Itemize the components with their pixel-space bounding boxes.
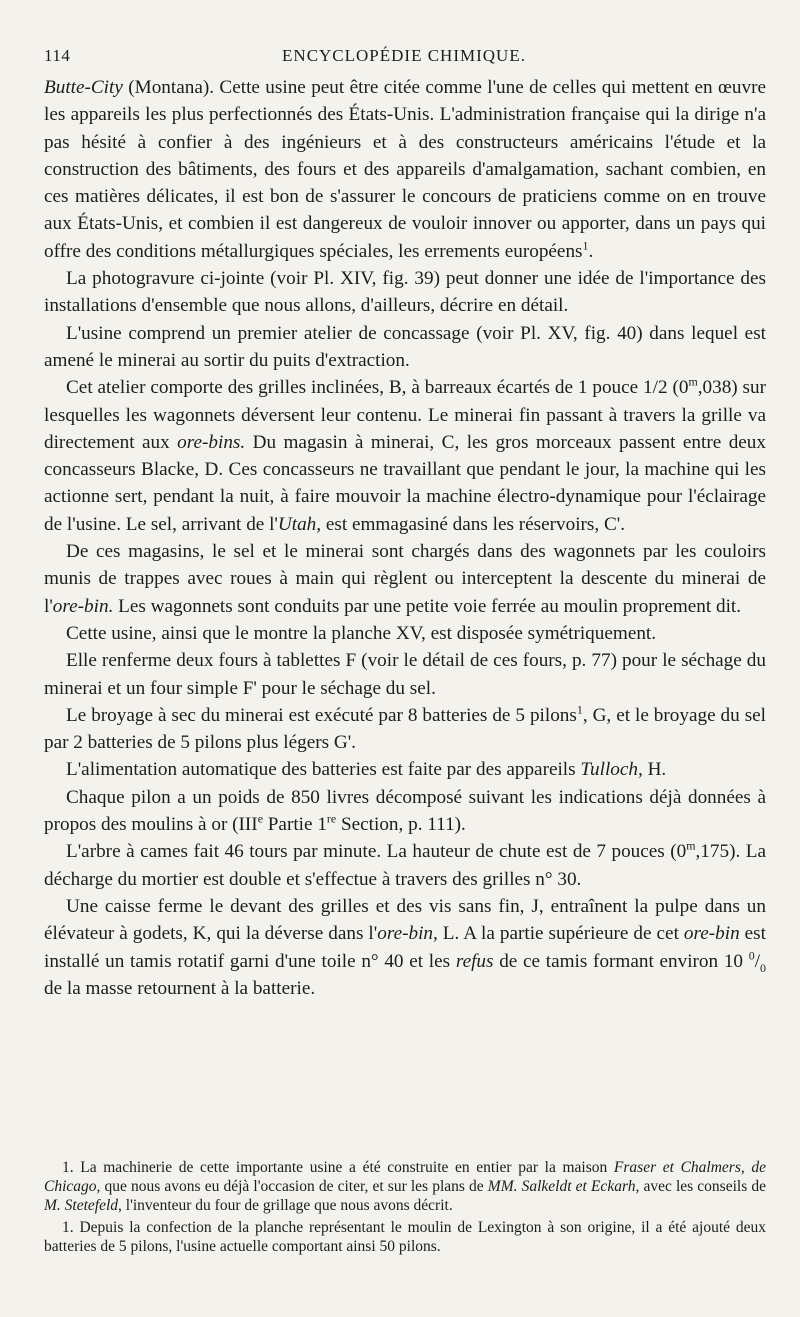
paragraph: La photogravure ci-jointe (voir Pl. XIV, fig. 39) peut donner une idée de l'importance des installations d'ensemble que nous allons, d'ailleurs, décrire en détail. [44, 268, 766, 317]
place-name: Butte-City [44, 77, 123, 98]
footnote: 1. La machinerie de cette importante usine a été construite en entier par la maison Fraser et Chalmers, de Chicago, que nous avons eu déjà l'occasion de citer, et sur les plans de MM. Salkeldt et Eckarh, avec les conseils de M. Stetefeld, l'inventeur du four de grillage que nous avons décrit. [44, 1159, 766, 1214]
paragraph: L'alimentation automatique des batteries est faite par des appareils Tulloch, H. [66, 759, 667, 781]
paragraph: Chaque pilon a un poids de 850 livres décomposé suivant les indications déjà données à propos des moulins à or (IIIe Partie 1re Section, p. 111). [44, 786, 766, 836]
main-text [44, 74, 766, 1002]
paragraph: Cet atelier comporte des grilles inclinées, B, à barreaux écartés de 1 pouce 1/2 (0$^m$,038) sur lesquelles les wagonnets déversent leur contenu. Le minerai fin passant à travers la grille va directement aux ore-bins. Du magasin à minerai, C, les gros morceaux passent entre deux concasseurs Blacke, D. Ces concasseurs ne travaillant que pendant le jour, la machine qui les actionne sert, pendant la nuit, à faire mouvoir la machine électro-dynamique pour l'éclairage de l'usine. Le sel, arrivant de l'Utah, est emmagasiné dans les réservoirs, C'. [44, 374, 767, 535]
page-header [44, 46, 764, 70]
footnote: 1. Depuis la confection de la planche représentant le moulin de Lexington à son origine, il a été ajouté deux batteries de 5 pilons, l'usine actuelle comportant ainsi 50 pilons. [44, 1219, 766, 1255]
paragraph: De ces magasins, le sel et le minerai sont chargés dans des wagonnets par les couloirs munis de trappes avec roues à main qui règlent ou interceptent la descente du minerai de l'ore-bin. Les wagonnets sont conduits par une petite voie ferrée au moulin proprement dit. [44, 541, 766, 617]
paragraph: L'arbre à cames fait 46 tours par minute. La hauteur de chute est de 7 pouces (0$^m$,175). La décharge du mortier est double et s'effectue à travers des grilles n° 30. [44, 838, 766, 890]
paragraph: Elle renferme deux fours à tablettes F (voir le détail de ces fours, p. 77) pour le séchage du minerai et un four simple F' pour le séchage du sel. [44, 650, 766, 699]
running-title: ENCYCLOPÉDIE CHIMIQUE. [282, 46, 526, 65]
footnote-ref: 1 [582, 238, 589, 253]
paragraph: Le broyage à sec du minerai est exécuté par 8 batteries de 5 pilons$^1$, G, et le broyage du sel par 2 batteries de 5 pilons plus légers G'. [44, 702, 767, 754]
paragraph: Une caisse ferme le devant des grilles et des vis sans fin, J, entraînent la pulpe dans un élévateur à godets, K, qui la déverse dans l'ore-bin, L. A la partie supérieure de cet ore-bin est installé un tamis rotatif garni d'une toile n° 40 et les refus de ce tamis formant environ 10 $^0/_0$ de la masse retournent à la batterie. [44, 895, 766, 999]
paragraph: L'usine comprend un premier atelier de concassage (voir Pl. XV, fig. 40) dans lequel est amené le minerai au sortir du puits d'extraction. [44, 322, 766, 371]
footnotes [44, 1158, 766, 1259]
paragraph: Butte-City (Montana). Cette usine peut être citée comme l'une de celles qui mettent en œuvre les appareils les plus perfectionnés des États-Unis. L'administration française qui la dirige n'a pas hésité à confier à des ingénieurs et à des constructeurs américains l'étude et la construction des bâtiments, des fours et des appareils d'amalgamation, sachant combien, en ces matières délicates, il est bon de s'assurer le concours de praticiens comme on en trouve aux États-Unis, et combien il est dangereux de vouloir innover ou apporter, dans un pays qui offre des conditions métallurgiques spéciales, les errements européens$^1$. [44, 77, 766, 262]
page-number: 114 [44, 46, 71, 65]
footnote-ref: 1 [576, 702, 583, 717]
paragraph: Cette usine, ainsi que le montre la planche XV, est disposée symétriquement. [66, 622, 657, 644]
